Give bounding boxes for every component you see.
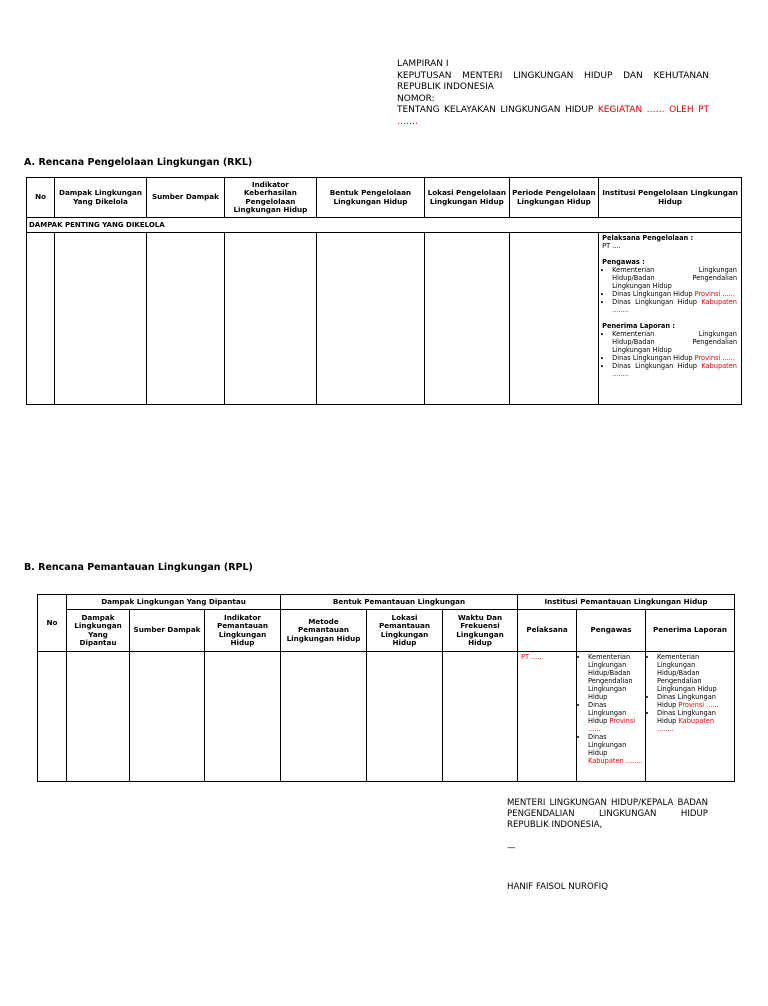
rpl-col-metode: Metode Pemantauan Lingkungan Hidup (281, 610, 367, 652)
rkl-cell-periode (509, 233, 599, 405)
list-item (657, 693, 732, 709)
list-item-placeholder: Kabupaten ........ (612, 298, 737, 314)
rkl-pelaksana-value: PT .... (602, 242, 621, 250)
rkl-section-row: DAMPAK PENTING YANG DIKELOLA (27, 218, 742, 233)
rkl-table-row (27, 233, 742, 405)
header-kegiatan-placeholder: KEGIATAN …… OLEH PT ……. (397, 105, 709, 127)
list-item (612, 290, 737, 298)
rkl-pengawas-label: Pengawas : (602, 258, 645, 266)
rpl-cell-penerima (646, 652, 735, 782)
rpl-group-institusi: Institusi Pemantauan Lingkungan Hidup (518, 595, 735, 610)
rkl-cell-bentuk (316, 233, 424, 405)
list-item: • Kementerian Lingkungan Hidup/Badan Pengendalian Lingkungan Hidup (612, 330, 737, 354)
list-item-text: Dinas Lingkungan Hidup (612, 298, 702, 306)
rkl-table (26, 177, 742, 405)
rpl-pengawas-list (579, 653, 643, 765)
rpl-cell-pelaksana: PT ..... (518, 652, 577, 782)
rpl-cell-waktu (443, 652, 518, 782)
list-item (657, 709, 732, 733)
list-item-placeholder: Kabupaten ........ (657, 717, 715, 733)
rkl-pengawas-list (602, 266, 737, 314)
rpl-col-indikator: Indikator Pemantauan Lingkungan Hidup (205, 610, 281, 652)
header-tentang-text: TENTANG KELAYAKAN LINGKUNGAN HIDUP (397, 105, 598, 115)
rpl-cell-lokasi (367, 652, 443, 782)
rpl-col-penerima: Penerima Laporan (646, 610, 735, 652)
rpl-penerima-list (648, 653, 732, 733)
rkl-col-lokasi: Lokasi Pengelolaan Lingkungan Hidup (425, 178, 509, 218)
rkl-col-institusi: Institusi Pengelolaan Lingkungan Hidup (599, 178, 742, 218)
rpl-table (37, 594, 735, 782)
rkl-col-sumber: Sumber Dampak (146, 178, 224, 218)
rpl-cell-indikator (205, 652, 281, 782)
rpl-table-row (38, 652, 735, 782)
rkl-cell-institusi (599, 233, 742, 405)
rpl-cell-dampak (67, 652, 130, 782)
rpl-col-waktu: Waktu Dan Frekuensi Lingkungan Hidup (443, 610, 518, 652)
list-item-text: Dinas Lingkungan Hidup (612, 362, 702, 370)
rpl-group-dampak: Dampak Lingkungan Yang Dipantau (67, 595, 281, 610)
list-item-placeholder: Provinsi ...... (694, 290, 735, 298)
rpl-section-title: B. Rencana Pemantauan Lingkungan (RPL) (24, 562, 253, 573)
header-lampiran: LAMPIRAN I (397, 59, 449, 69)
rkl-penerima-label: Penerima Laporan : (602, 322, 675, 330)
signature-dash: — (507, 843, 516, 853)
list-item (588, 733, 643, 765)
list-item-placeholder: Provinsi ...... (588, 717, 636, 733)
rkl-cell-sumber (146, 233, 224, 405)
rpl-col-pelaksana: Pelaksana (518, 610, 577, 652)
rpl-cell-sumber (130, 652, 205, 782)
rpl-col-pengawas: Pengawas (577, 610, 646, 652)
signature-title: MENTERI LINGKUNGAN HIDUP/KEPALA BADAN PENGENDALIAN LINGKUNGAN HIDUP REPUBLIK INDONESIA, (507, 798, 708, 830)
header-keputusan: KEPUTUSAN MENTERI LINGKUNGAN HIDUP DAN KEHUTANAN REPUBLIK INDONESIA (397, 70, 709, 92)
rpl-col-no: No (38, 595, 67, 652)
rpl-col-dampak: Dampak Lingkungan Yang Dipantau (67, 610, 130, 652)
rpl-cell-pengawas (577, 652, 646, 782)
list-item-text: Dinas Lingkungan Hidup (612, 290, 695, 298)
signature-name: HANIF FAISOL NUROFIQ (507, 882, 608, 892)
signature-block (507, 798, 708, 893)
rpl-cell-no (38, 652, 67, 782)
list-item: • Kementerian Lingkungan Hidup/Badan Pengendalian Lingkungan Hidup (612, 266, 737, 290)
rpl-cell-metode (281, 652, 367, 782)
list-item (612, 354, 737, 362)
list-item-text: Dinas Lingkungan Hidup (657, 693, 716, 709)
list-item (612, 362, 737, 378)
rkl-col-indikator: Indikator Keberhasilan Pengelolaan Lingkungan Hidup (225, 178, 317, 218)
rkl-col-dampak: Dampak Lingkungan Yang Dikelola (55, 178, 147, 218)
list-item-placeholder: Provinsi ...... (694, 354, 735, 362)
list-item-text: Dinas Lingkungan Hidup (657, 709, 716, 725)
list-item-text: Dinas Lingkungan Hidup (612, 354, 695, 362)
rpl-col-lokasi: Lokasi Pemantauan Lingkungan Hidup (367, 610, 443, 652)
rkl-col-periode: Periode Pengelolaan Lingkungan Hidup (509, 178, 599, 218)
rpl-col-sumber: Sumber Dampak (130, 610, 205, 652)
rkl-cell-indikator (225, 233, 317, 405)
rkl-penerima-list (602, 330, 737, 378)
rkl-cell-no (27, 233, 55, 405)
list-item-placeholder: Kabupaten ........ (588, 757, 643, 765)
list-item (612, 298, 737, 314)
rkl-col-no: No (27, 178, 55, 218)
list-item-text: Dinas Lingkungan Hidup (588, 701, 627, 725)
header-tentang (397, 105, 709, 128)
list-item: • Kementerian Lingkungan Hidup/Badan Pengendalian Lingkungan Hidup (588, 653, 643, 701)
header-nomor: NOMOR: (397, 93, 435, 104)
list-item-placeholder: Kabupaten ........ (612, 362, 737, 378)
rkl-col-bentuk: Bentuk Pengelolaan Lingkungan Hidup (316, 178, 424, 218)
list-item-placeholder: Provinsi ...... (678, 701, 719, 709)
list-item-text: Dinas Lingkungan Hidup (588, 733, 627, 757)
list-item (588, 701, 643, 733)
rpl-group-bentuk: Bentuk Pemantauan Lingkungan (281, 595, 518, 610)
rkl-section-title: A. Rencana Pengelolaan Lingkungan (RKL) (24, 157, 253, 168)
list-item: • Kementerian Lingkungan Hidup/Badan Pengendalian Lingkungan Hidup (657, 653, 732, 693)
rkl-cell-lokasi (425, 233, 509, 405)
document-header (397, 59, 709, 128)
rkl-cell-dampak (55, 233, 147, 405)
rkl-pelaksana-label: Pelaksana Pengelolaan : (602, 234, 694, 242)
